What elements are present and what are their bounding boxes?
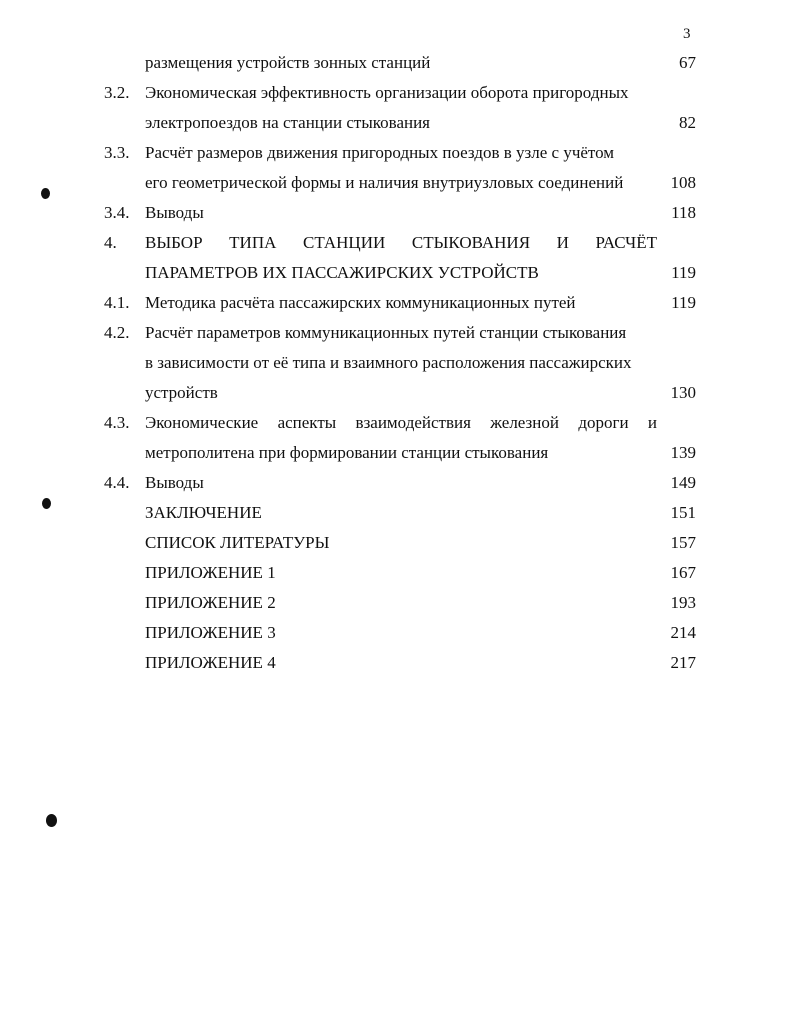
- section-title: Экономическая эффективность организации оборота пригородных: [145, 83, 629, 102]
- section-title: ПРИЛОЖЕНИЕ 1: [145, 563, 276, 582]
- toc-line: [0, 108, 791, 138]
- toc-line: [0, 258, 791, 288]
- page-ref: 149: [670, 473, 696, 492]
- section-title: метрополитена при формировании станции стыкования: [145, 443, 549, 462]
- section-number: 4.: [104, 233, 117, 252]
- page-ref: 157: [670, 533, 696, 552]
- toc-line: [0, 438, 791, 468]
- section-title: устройств: [145, 383, 218, 402]
- toc-line: [0, 648, 791, 678]
- toc-line: [0, 288, 791, 318]
- toc-line: [0, 168, 791, 198]
- toc-line: [0, 348, 791, 378]
- toc-line: [0, 48, 791, 78]
- section-number: 4.1.: [104, 293, 130, 312]
- section-title: размещения устройств зонных станций: [145, 53, 431, 72]
- section-title: в зависимости от её типа и взаимного расположения пассажирских: [145, 353, 632, 372]
- toc-line: [0, 378, 791, 408]
- page-ref: 119: [671, 293, 696, 312]
- toc-line: [0, 138, 791, 168]
- toc-line: [0, 498, 791, 528]
- section-number: 3.4.: [104, 203, 130, 222]
- page-ref: 108: [670, 173, 696, 192]
- section-title: ПРИЛОЖЕНИЕ 2: [145, 593, 276, 612]
- page-ref: 82: [679, 113, 696, 132]
- section-title: ЗАКЛЮЧЕНИЕ: [145, 503, 262, 522]
- section-title: ПАРАМЕТРОВ ИХ ПАССАЖИРСКИХ УСТРОЙСТВ: [145, 263, 539, 282]
- punch-hole-mark: [41, 188, 50, 199]
- toc-line: [0, 528, 791, 558]
- section-title: Методика расчёта пассажирских коммуникационных путей: [145, 293, 576, 312]
- page-ref: 139: [670, 443, 696, 462]
- section-title: ПРИЛОЖЕНИЕ 3: [145, 623, 276, 642]
- toc-line: [0, 588, 791, 618]
- table-of-contents: [0, 48, 791, 678]
- toc-line: [0, 408, 791, 438]
- page-ref: 214: [670, 623, 696, 642]
- toc-line: [0, 318, 791, 348]
- punch-hole-mark: [42, 498, 51, 509]
- toc-line: [0, 198, 791, 228]
- section-title: его геометрической формы и наличия внутриузловых соединений: [145, 173, 624, 192]
- page-ref: 167: [670, 563, 696, 582]
- section-title: Выводы: [145, 473, 204, 492]
- section-title: Экономические аспекты взаимодействия железной дороги и: [145, 413, 657, 432]
- toc-line: [0, 618, 791, 648]
- page-ref: 119: [671, 263, 696, 282]
- section-title: Выводы: [145, 203, 204, 222]
- page-ref: 217: [670, 653, 696, 672]
- section-title: Расчёт размеров движения пригородных поездов в узле с учётом: [145, 143, 615, 162]
- section-title: ВЫБОР ТИПА СТАНЦИИ СТЫКОВАНИЯ И РАСЧЁТ: [145, 233, 657, 252]
- page-number: 3: [683, 26, 691, 42]
- section-number: 4.2.: [104, 323, 130, 342]
- page-ref: 67: [679, 53, 696, 72]
- section-title: СПИСОК ЛИТЕРАТУРЫ: [145, 533, 330, 552]
- section-number: 3.2.: [104, 83, 130, 102]
- section-title: Расчёт параметров коммуникационных путей станции стыкования: [145, 323, 627, 342]
- page-ref: 151: [670, 503, 696, 522]
- section-number: 4.3.: [104, 413, 130, 432]
- toc-line: [0, 228, 791, 258]
- section-number: 3.3.: [104, 143, 130, 162]
- toc-line: [0, 468, 791, 498]
- page-ref: 130: [670, 383, 696, 402]
- page-ref: 118: [671, 203, 696, 222]
- section-number: 4.4.: [104, 473, 130, 492]
- section-title: ПРИЛОЖЕНИЕ 4: [145, 653, 276, 672]
- toc-line: [0, 78, 791, 108]
- page-ref: 193: [670, 593, 696, 612]
- toc-line: [0, 558, 791, 588]
- punch-hole-mark: [46, 814, 57, 827]
- section-title: электропоездов на станции стыкования: [145, 113, 430, 132]
